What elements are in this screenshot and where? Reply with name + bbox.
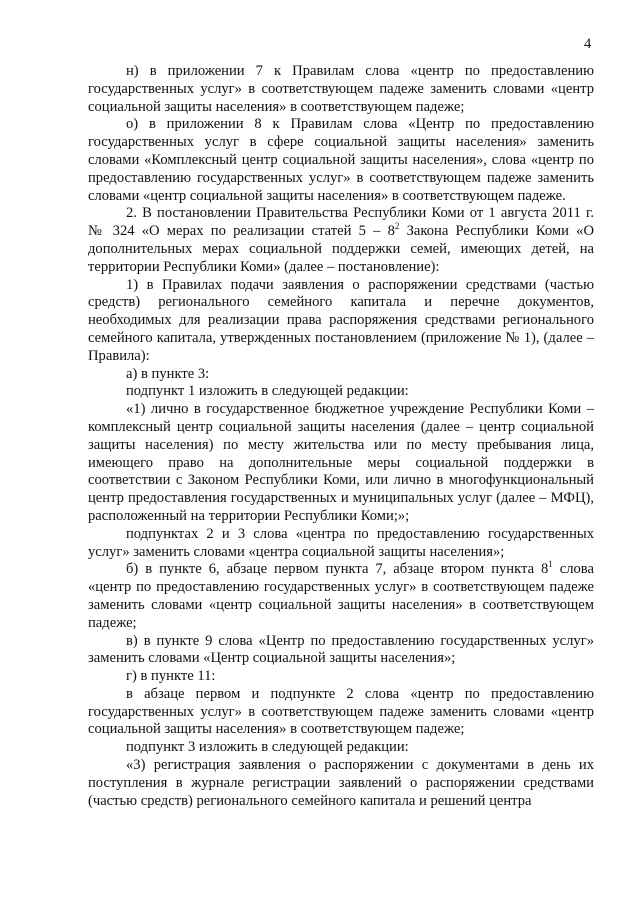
paragraph-item-2-text: 2. В постановлении Правительства Республики Коми от 1 августа 2011 г. № 324 «О мерах по реализации статей 5 – 8 xyxy=(88,205,594,240)
paragraph-quote-3: «3) регистрация заявления о распоряжении с документами в день их поступления в журнале регистрации заявлений о распоряжении средствами (частью средств) регионального семейного капитала и решений центра xyxy=(88,757,594,809)
paragraph-a: а) в пункте 3: xyxy=(126,365,210,382)
document-body xyxy=(88,63,594,810)
paragraph-o: о) в приложении 8 к Правилам слова «Центр по предоставлению государственных услуг в сфере социальной защиты населения» заменить словами «Комплексный центр социальной защиты населения», слова «центр по предоставлению государственных услуг» в соответствующем падеже заменить словами «центр социальной защиты населения» в соответствующем падеже. xyxy=(88,116,594,204)
paragraph-subpoint-1: подпункт 1 изложить в следующей редакции: xyxy=(126,383,409,400)
paragraph-quote-1: «1) лично в государственное бюджетное учреждение Республики Коми – комплексный центр социальной защиты населения (далее – центр социальной защиты населения) по месту жительства или по месту пребывания лица, имеющего право на дополнительные меры социальной поддержки в соответствии с Законом Республики Коми, или лично в многофункциональный центр предоставления государственных и муниципальных услуг (далее – МФЦ), расположенный на территории Республики Коми;»; xyxy=(88,401,594,524)
paragraph-v: в) в пункте 9 слова «Центр по предоставлению государственных услуг» заменить словами «Центр социальной защиты населения»; xyxy=(88,632,594,667)
paragraph-g: г) в пункте 11: xyxy=(126,668,216,685)
paragraph-item-2-text-cont: Закона Республики Коми «О дополнительных мерах социальной поддержки семей, имеющих детей, на территории Республики Коми» (далее – постановление): xyxy=(88,223,594,275)
paragraph-subitem-1: 1) в Правилах подачи заявления о распоряжении средствами (частью средств) регионального семейного капитала и перечне документов, необходимых для реализации права распоряжения средствами регионального семейного капитала, утвержденных постановлением (приложение № 1), (далее – Правила): xyxy=(88,276,594,364)
paragraph-first-abzac: в абзаце первом и подпункте 2 слова «центр по предоставлению государственных услуг» в соответствующем падеже заменить словами «центр социальной защиты населения» в соответствующем падеже; xyxy=(88,685,594,738)
paragraph-b-text: б) в пункте 6, абзаце первом пункта 7, абзаце втором пункта 8 xyxy=(126,561,549,578)
paragraph-subpoint-3: подпункт 3 изложить в следующей редакции: xyxy=(126,739,409,756)
paragraph-subpoints-2-3: подпунктах 2 и 3 слова «центра по предоставлению государственных услуг» заменить словами «центра социальной защиты населения»; xyxy=(88,525,594,560)
page-number: 4 xyxy=(584,36,592,52)
paragraph-n: н) в приложении 7 к Правилам слова «центр по предоставлению государственных услуг» в соответствующем падеже заменить словами «центр социальной защиты населения» в соответствующем падеже; xyxy=(88,63,594,115)
paragraph-b xyxy=(88,561,594,632)
superscript: 2 xyxy=(394,221,400,232)
superscript: 1 xyxy=(548,559,553,570)
paragraph-b-text-cont: слова «центр по предоставлению государственных услуг» в соответствующем падеже заменить словами «центр социальной защиты населения» в соответствующем падеже; xyxy=(88,561,594,631)
paragraph-item-2 xyxy=(88,205,594,276)
